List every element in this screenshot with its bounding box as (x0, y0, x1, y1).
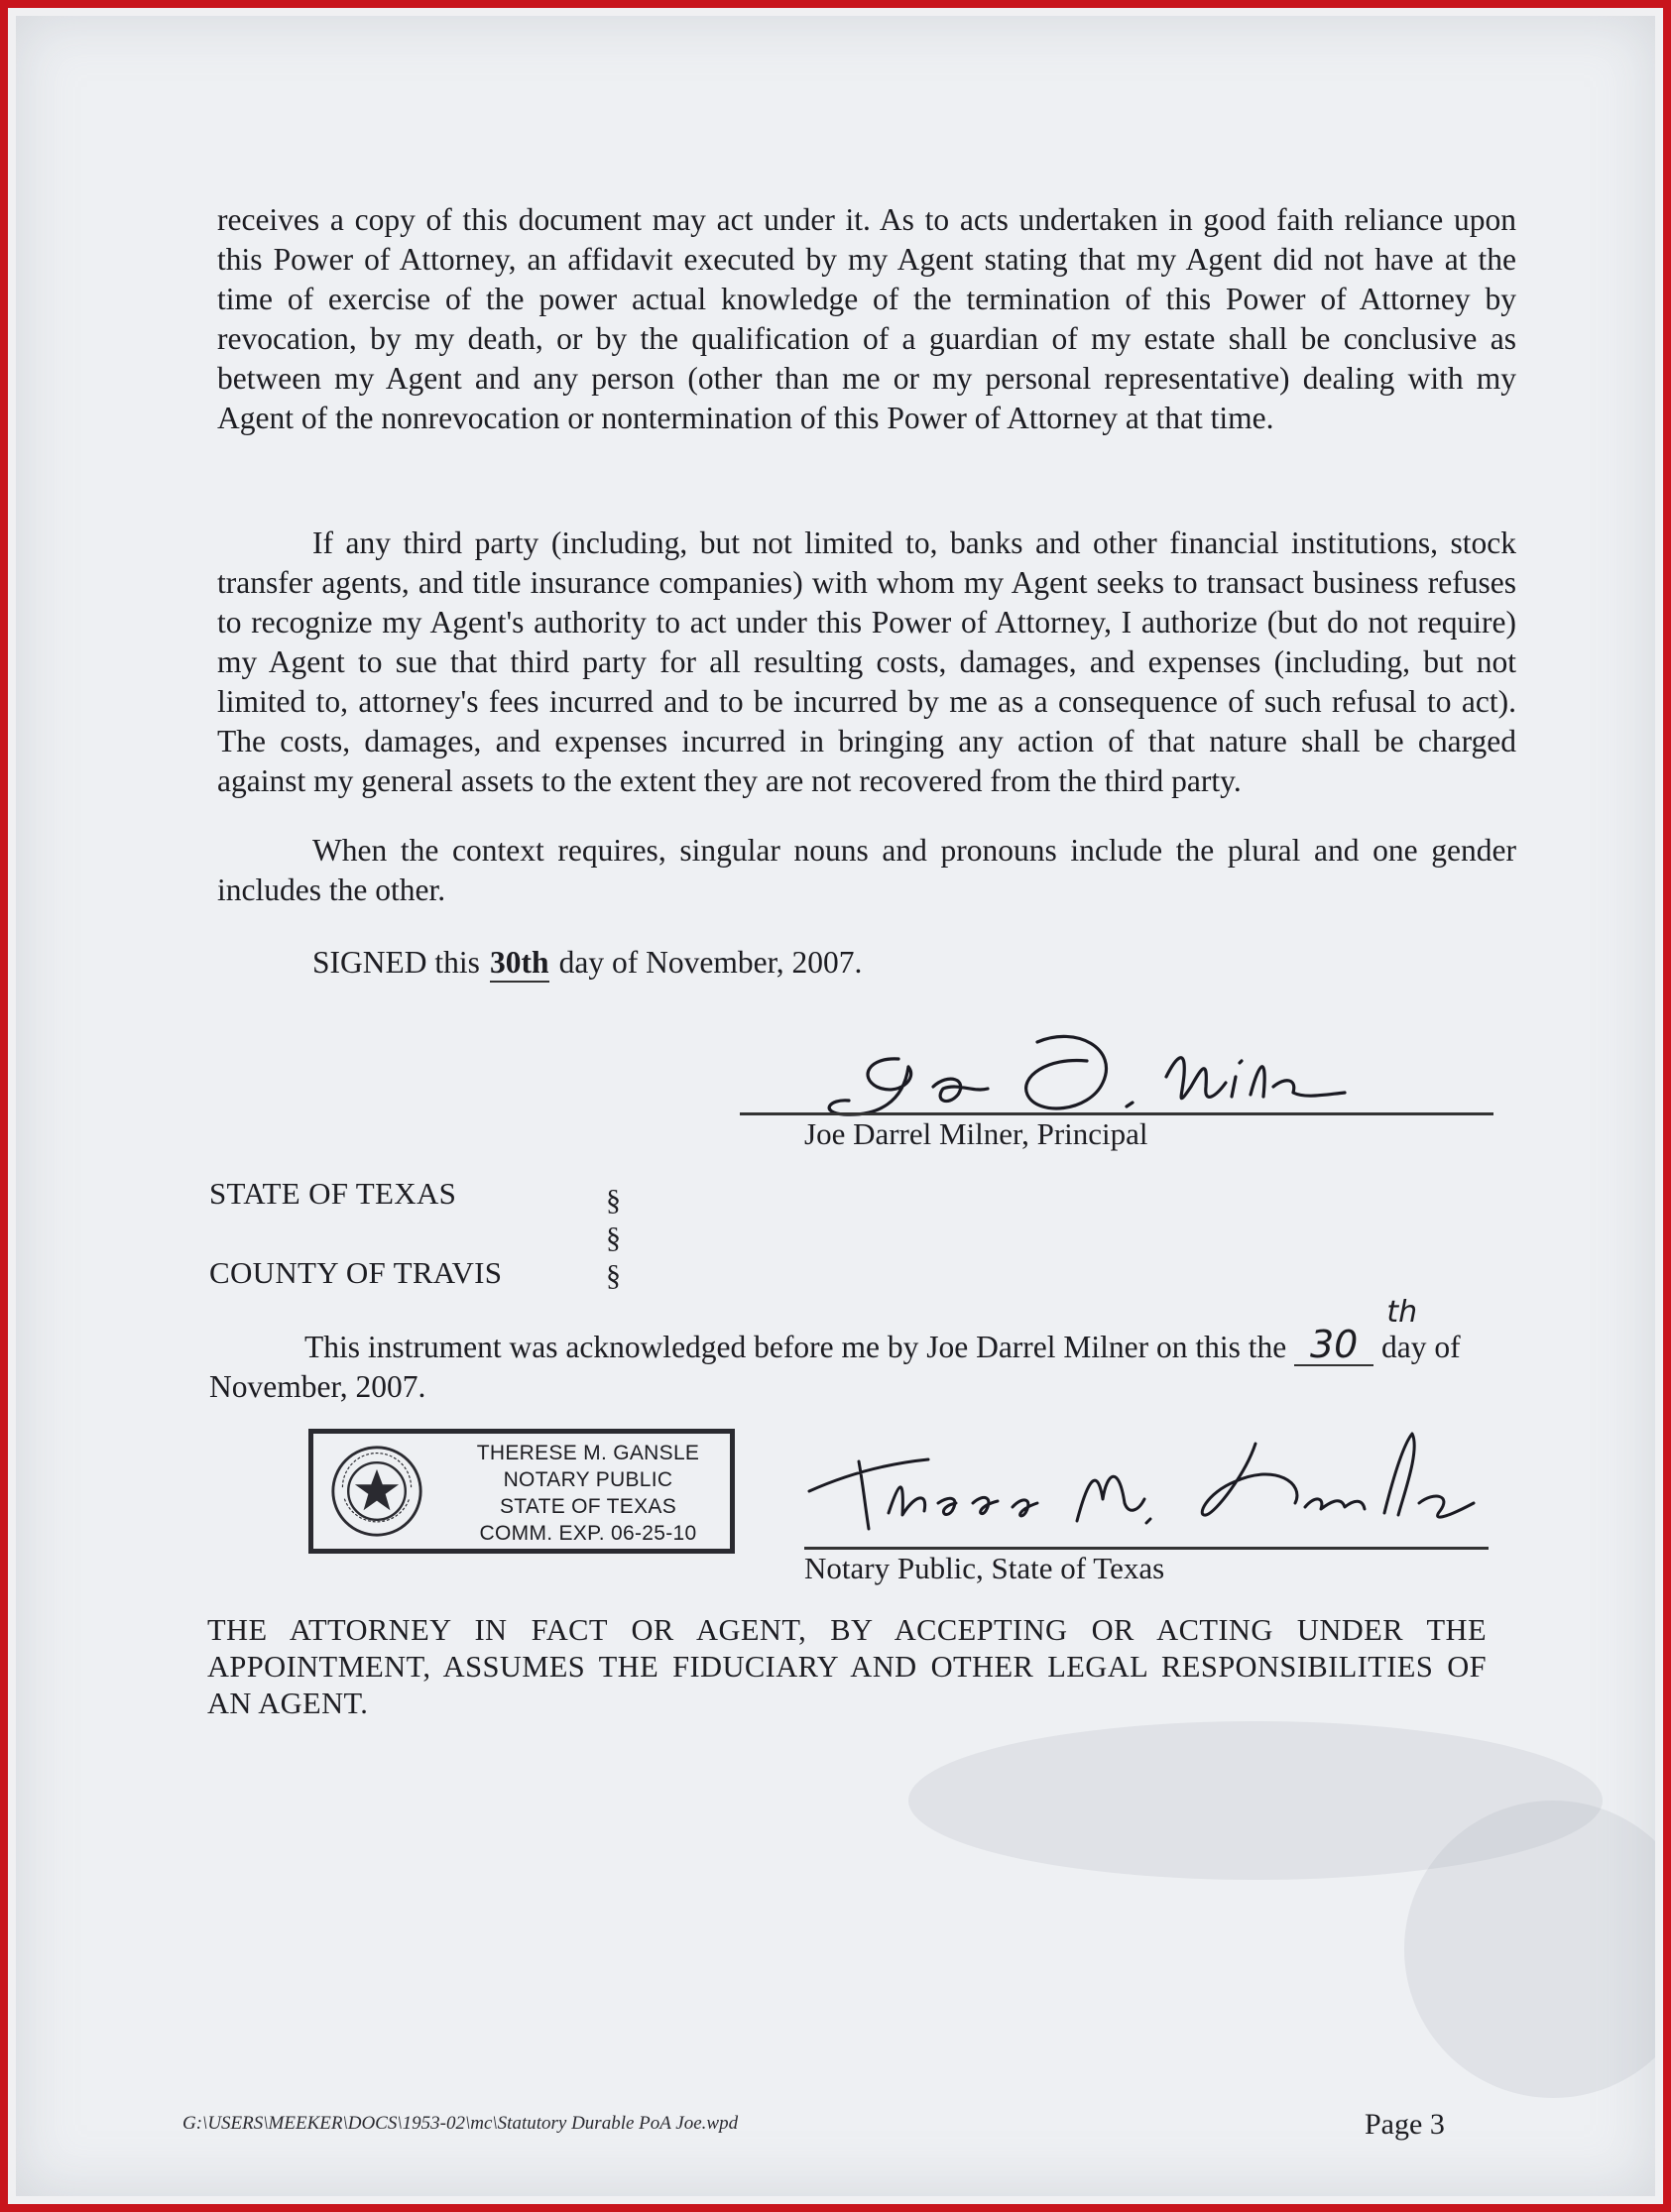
paragraph-context: When the context requires, singular nouns and pronouns include the plural and one gender includes the other. (217, 833, 1516, 907)
acknowledgment-text: This instrument was acknowledged before me by Joe Darrel Milner on this the (304, 1330, 1287, 1364)
acknowledgment-date: November, 2007. (209, 1369, 426, 1404)
venue-county: COUNTY OF TRAVIS (209, 1255, 503, 1290)
notary-stamp-commission: COMM. EXP. 06-25-10 (479, 1522, 697, 1545)
section-symbol: § (606, 1222, 621, 1254)
signed-day-field: 30th (490, 945, 549, 983)
notary-stamp (308, 1429, 735, 1554)
notary-caption: Notary Public, State of Texas (804, 1551, 1165, 1585)
notary-signature-image (789, 1404, 1484, 1553)
acknowledgment-day-suffix: th (1386, 1295, 1418, 1330)
principal-signature-line (740, 1112, 1493, 1115)
footer-page-number: Page 3 (1365, 2108, 1445, 2141)
notary-stamp-text (444, 1440, 732, 1547)
paragraph-reliance: receives a copy of this document may act under it. As to acts undertaken in good faith reliance upon this Power of Attorney, an affidavit executed by my Agent stating that my Agent did not have at the time of exercise of the power actual knowledge of the termination of this Power of Attorney by revocation, by my death, or by the qualification of a guardian of my estate shall be conclusive as between my Agent and any person (other than me or my personal representative) dealing with my Agent of the nonrevocation or nontermination of this Power of Attorney at that time. (217, 202, 1516, 435)
acknowledgment-paragraph (209, 1295, 1489, 1407)
footer-file-path: G:\USERS\MEEKER\DOCS\1953-02\mc\Statutory Durable PoA Joe.wpd (182, 2113, 739, 2134)
section-symbol: § (606, 1259, 621, 1292)
notary-seal-icon (329, 1444, 424, 1539)
signed-date-line (312, 945, 862, 983)
notary-stamp-state: STATE OF TEXAS (499, 1495, 677, 1518)
document-page (16, 16, 1655, 2196)
principal-caption: Joe Darrel Milner, Principal (804, 1116, 1148, 1151)
agent-warning-notice: THE ATTORNEY IN FACT OR AGENT, BY ACCEPTING OR ACTING UNDER THE APPOINTMENT, ASSUMES THE FIDUCIARY AND OTHER LEGAL RESPONSIBILITIES OF AN AGENT. (207, 1613, 1487, 1720)
acknowledgment-day-field (1294, 1295, 1418, 1366)
notary-stamp-name: THERESE M. GANSLE (476, 1442, 700, 1464)
venue-state: STATE OF TEXAS (209, 1176, 457, 1211)
signed-prefix: SIGNED this (312, 945, 480, 980)
acknowledgment-day: 30 (1309, 1323, 1359, 1366)
paragraph-third-party: If any third party (including, but not limited to, banks and other financial institutions, stock transfer agents, and title insurance companies) with whom my Agent seeks to transact business refuses to recognize my Agent's authority to act under this Power of Attorney, I authorize (but do not require) my Agent to sue that third party for all resulting costs, damages, and expenses (including, but not limited to, attorney's fees incurred and to be incurred by me as a consequence of such refusal to act). The costs, damages, and expenses incurred in bringing any action of that nature shall be charged against my general assets to the extent they are not recovered from the third party. (217, 525, 1516, 798)
notary-signature-line (804, 1547, 1489, 1550)
signed-suffix: day of November, 2007. (558, 945, 863, 980)
section-symbol: § (606, 1184, 621, 1217)
acknowledgment-after-day: day of (1381, 1330, 1461, 1364)
notary-stamp-title: NOTARY PUBLIC (503, 1468, 673, 1491)
